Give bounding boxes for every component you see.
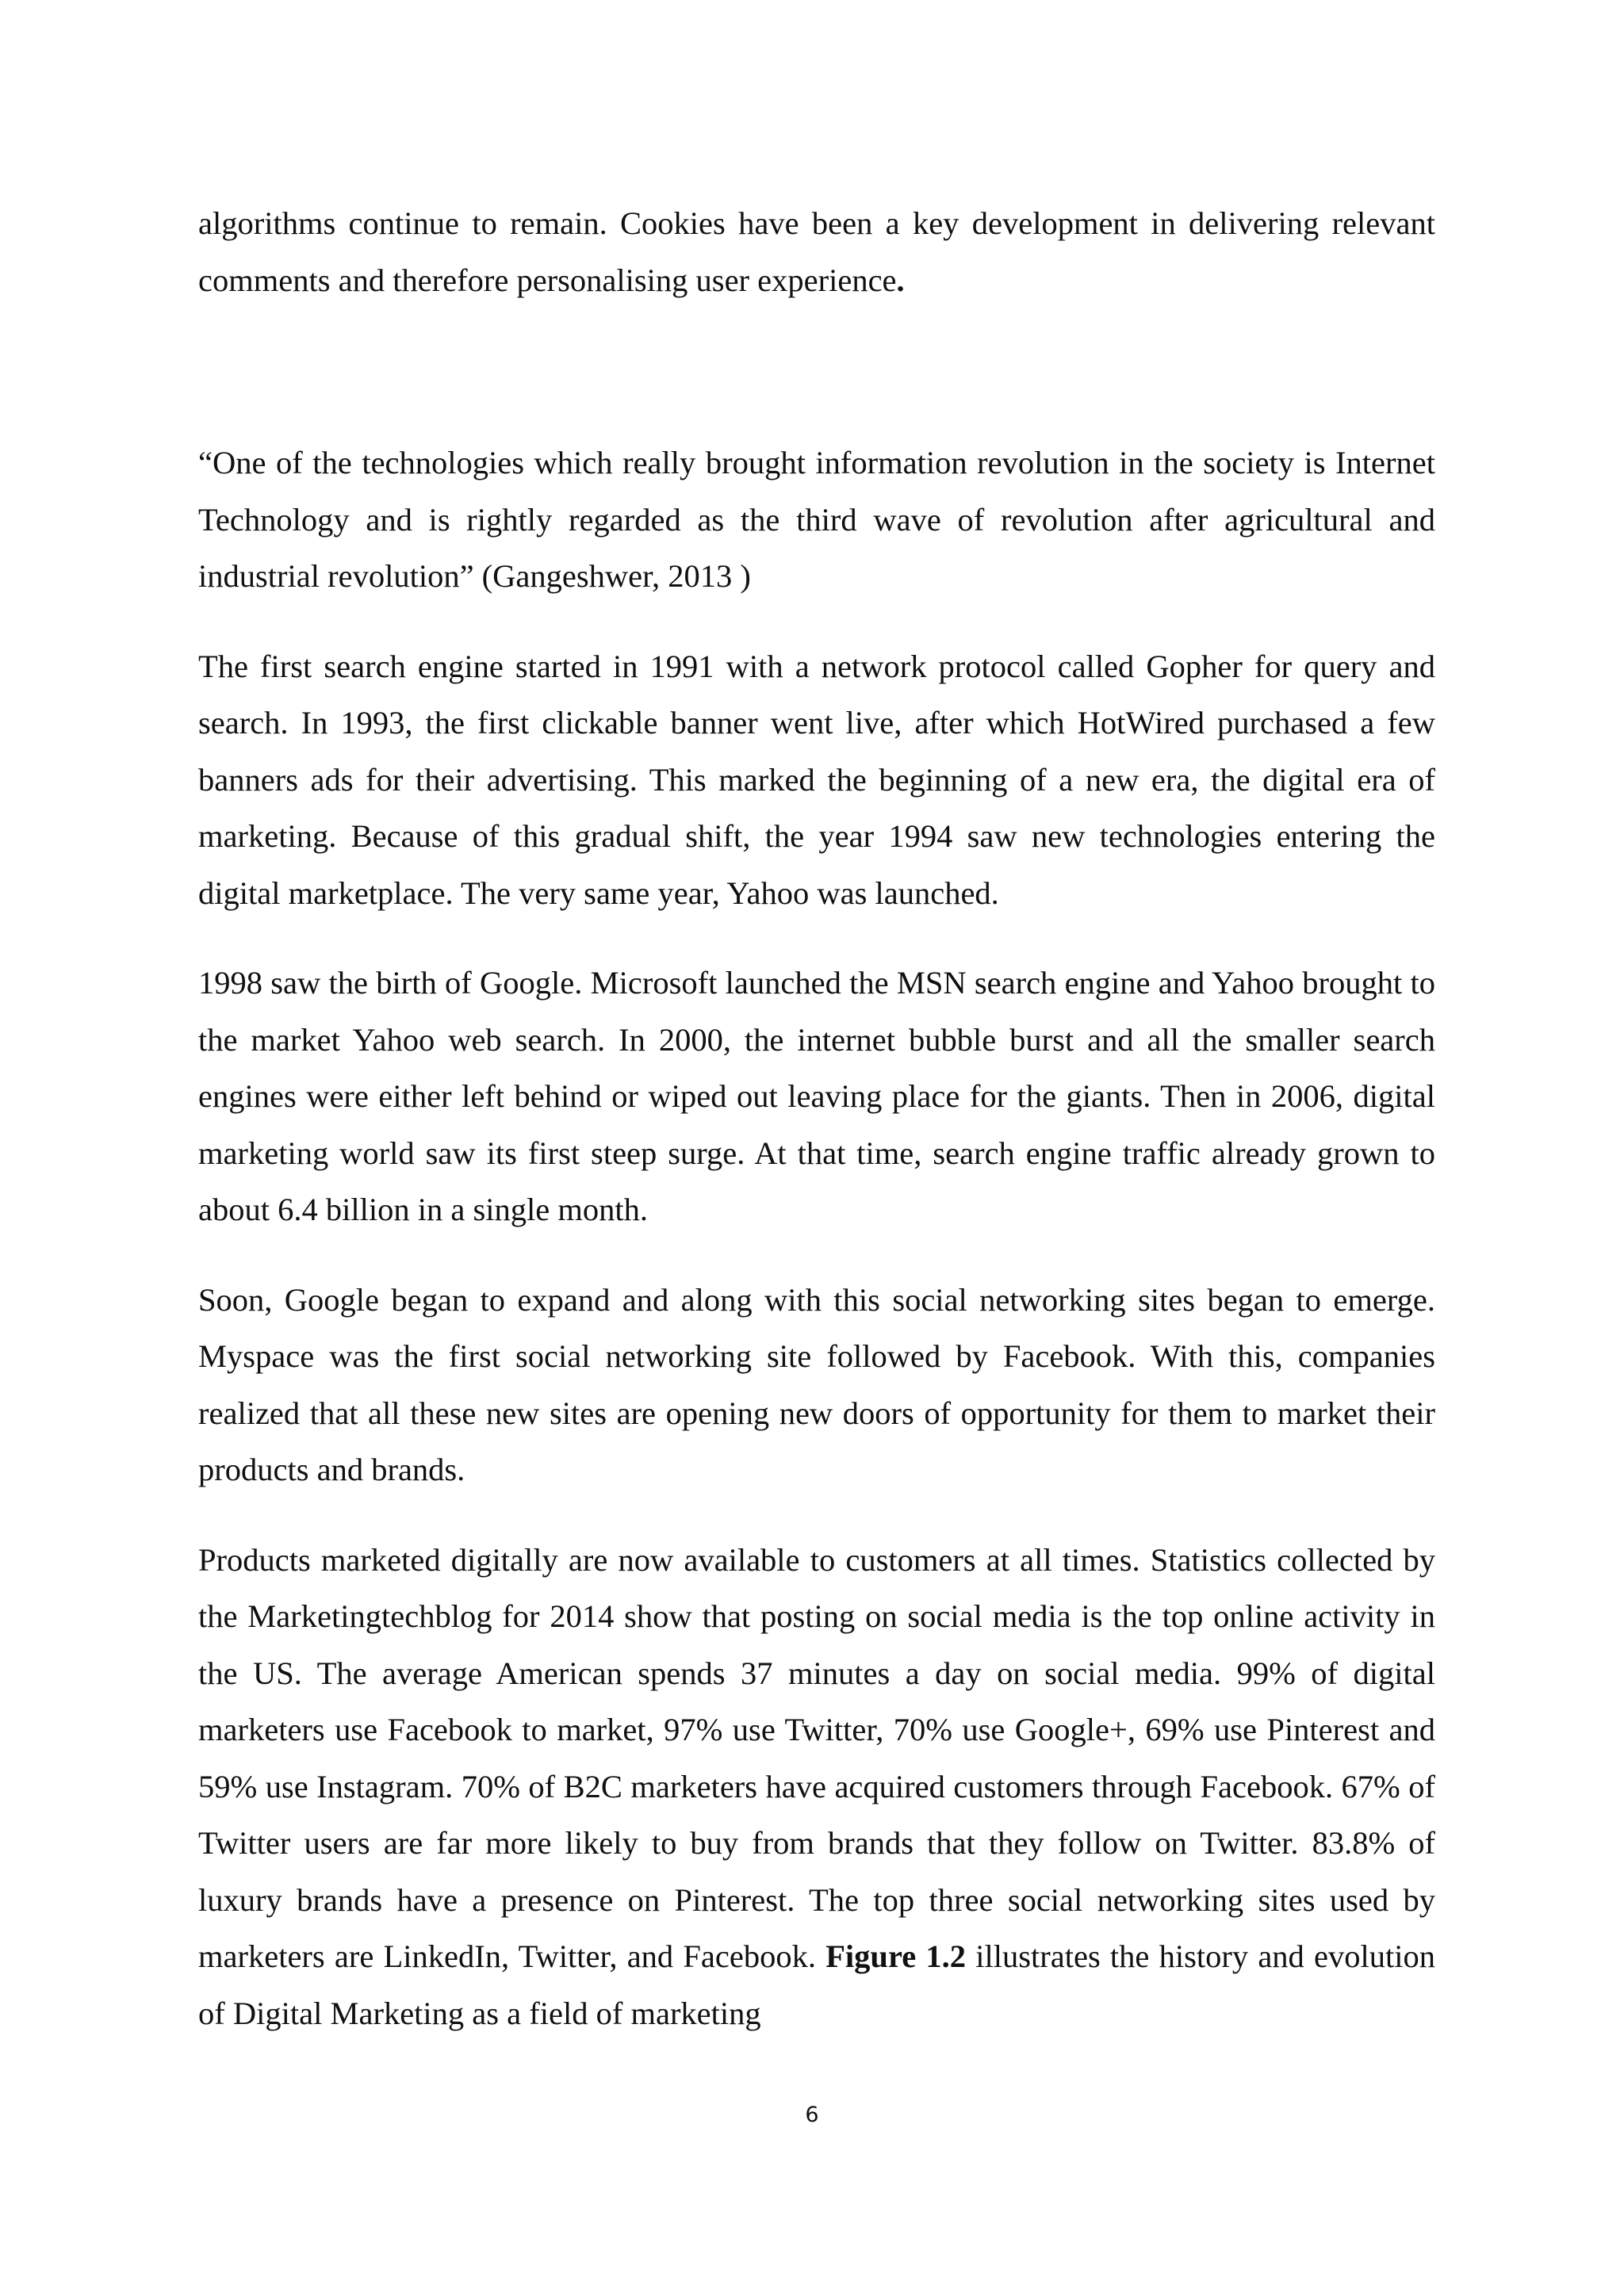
paragraph-google-birth: 1998 saw the birth of Google. Microsoft launched the MSN search engine and Yahoo brought to the market Yahoo web search. In 2000, the internet bubble burst and all the smaller search engines were either left behind or wiped out leaving place for the giants. Then in 2006, digital marketing world saw its first steep surge. At that time, search engine traffic already grown to about 6.4 billion in a single month. <box>198 965 1435 1227</box>
paragraph-statistics-text: Products marketed digitally are now available to customers at all times. Statistics collected by the Marketingtechblog for 2014 show that posting on social media is the top online activity in the US. The average American spends 37 minutes a day on social media. 99% of digital marketers use Facebook to market, 97% use Twitter, 70% use Google+, 69% use Pinterest and 59% use Instagram. 70% of B2C marketers have acquired customers through Facebook. 67% of Twitter users are far more likely to buy from brands that they follow on Twitter. 83.8% of luxury brands have a presence on Pinterest. The top three social networking sites used by marketers are LinkedIn, Twitter, and Facebook. <box>198 1541 1435 1974</box>
page-body <box>198 195 1435 2075</box>
paragraph-statistics <box>198 1532 1435 2042</box>
figure-reference: Figure 1.2 <box>825 1938 967 1974</box>
paragraph-social-networking: Soon, Google began to expand and along with this social networking sites began to emerge. Myspace was the first social networking site followed by Facebook. With this, companies realized that all these new sites are opening new doors of opportunity for them to market their products and brands. <box>198 1281 1435 1487</box>
paragraph-first-search-engine: The first search engine started in 1991 with a network protocol called Gopher for query and search. In 1993, the first clickable banner went live, after which HotWired purchased a few banners ads for their advertising. This marked the beginning of a new era, the digital era of marketing. Because of this gradual shift, the year 1994 saw new technologies entering the digital marketplace. The very same year, Yahoo was launched. <box>198 648 1435 911</box>
paragraph-quote: “One of the technologies which really brought information revolution in the society is Internet Technology and is rightly regarded as the third wave of revolution after agricultural and industrial revolution” (Gangeshwer, 2013 ) <box>198 445 1435 594</box>
paragraph-statistics-tail: illustrates the history and evolution of Digital Marketing as a field of marketing <box>198 1938 1435 2031</box>
paragraph-cookies-text: algorithms continue to remain. Cookies have been a key development in delivering relevant comments and therefore personalising user experience <box>198 205 1435 298</box>
paragraph-cookies-period: . <box>896 262 905 298</box>
paragraph-cookies <box>198 195 1435 308</box>
page-number: 6 <box>805 2103 819 2127</box>
